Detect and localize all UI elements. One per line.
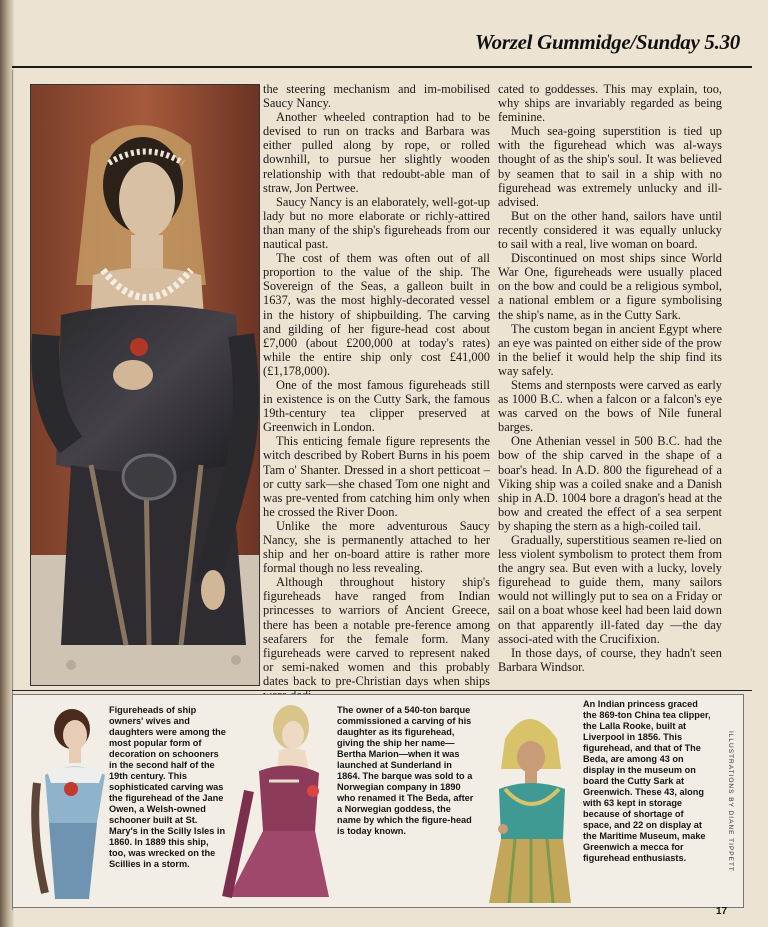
page-number: 17 [716, 906, 728, 917]
article-paragraph: Although throughout history ship's figureheads have ranged from Indian princesses to warriors of Ancient Greece, there has been a notable pre-ference among seafarers for the female form. Many figureheads were carved to represent naked or semi-naked women and this probably dates back to pre-Christian days when ships [263, 575, 490, 688]
lalla-rooke-figurehead-illustration [479, 699, 579, 903]
jane-owen-caption: Figureheads of ship owners' wives and daughters were among the most popular form of decoration on schooners in the second half of the 19th century. This sophisticated carving was the figurehead of the Jane Owen, a Welsh-owned schooner built at St. Mary's in the Scilly Isles in 1860. In 1889 this ship, too, was wrecked on the Scillies in a storm. [109, 705, 226, 869]
lalla-rooke-caption: An Indian princess graced the 869-ton China tea clipper, the Lalla Rooke, built at Liverpool in 1856. This figurehead, and that of The Beda, are among 43 on display in the museum on board the Cutty Sark at Greenwich. These 43, along with 63 kept in storage because of shortage of space, and 22 on display at the Maritime Museum, make Greenwich a mecca for figurehead enthusiasts. [583, 699, 711, 863]
page-header: Worzel Gummidge/Sunday 5.30 [474, 30, 740, 54]
header-rule [12, 66, 752, 68]
article-paragraph: The cost of them was often out of all proportion to the value of the ship. The Sovereign of the Seas, a galleon built in 1637, was the most highly-decorated vessel in the history of shipbuilding. The carving and gilding of her figure-head cost about £7,000 (about £200,000 at today's rates) while the entire ship only cost £41,000 (£1,178,000). [263, 251, 490, 378]
article-paragraph: This enticing female figure represents the witch described by Robert Burns in his poem Tam o' Shanter. Dressed in a short petticoat –or cutty sark—she chased Tom one night and was pre-vented from catching him only when he crossed the River Doon. [263, 434, 490, 519]
cutty-sark-figurehead-photo [30, 84, 260, 686]
article-paragraph: Saucy Nancy is an elaborately, well-got-up lady but no more elaborate or richly-attired than many of the ship's figureheads from our nautical past. [263, 194, 490, 252]
article-paragraph: But on the other hand, sailors have until recently considered it was equally unlucky to sail with a real, live woman on board. [498, 208, 722, 252]
article-column-2 [498, 82, 722, 674]
the-beda-figurehead-illustration [219, 701, 331, 901]
illustration-credit: ILLUSTRATIONS BY DIANE TIPPETT [727, 731, 734, 872]
jane-owen-figurehead-illustration [27, 703, 107, 899]
article-paragraph: cated to goddesses. This may explain, too, why ships are invariably regarded as being feminine. [498, 82, 722, 125]
article-paragraph: Much sea-going superstition is tied up with the figurehead which was al-ways thought of as the ship's soul. It was believed by seamen that to sail in a ship with no figurehead was extremely unlucky and ill-advised. [498, 124, 722, 209]
article-paragraph: Another wheeled contraption had to be devised to run on tracks and Barbara was either pulled along by rope, or rolled downhill, to pursue her slightly wooden relationship with that redoubt-able man of straw, Jon Pertwee. [263, 110, 490, 195]
article-paragraph: Gradually, superstitious seamen re-lied on less violent symbolism to protect them from the angry sea. But even with a lucky, lovely figurehead to guide them, many sailors would not willingly put to sea on a Friday or sail on a boat whose keel had been laid down on that apparently ill-fated day —the day associ-ated with the Crucifixion. [498, 533, 722, 646]
article-paragraph: One Athenian vessel in 500 B.C. had the bow of the ship carved in the shape of a boar's head. In A.D. 800 the figurehead of a Viking ship was a coiled snake and a Danish ship in A.D. 1004 bore a dragon's head at the bow and created the effect of a sea serpent by shaping the stern as a high-coiled tail. [498, 434, 722, 533]
figurehead-illustration-panel [12, 694, 744, 908]
article-column-1 [263, 82, 490, 702]
article-paragraph: The custom began in ancient Egypt where an eye was painted on either side of the prow in the belief it would help the ship find its way safely. [498, 321, 722, 378]
article-paragraph: Unlike the more adventurous Saucy Nancy, she is permanently attached to her ship and her on-board attire is rather more formal though no less revealing. [263, 518, 490, 576]
section-rule [12, 690, 752, 691]
the-beda-caption: The owner of a 540-ton barque commissioned a carving of his daughter as its figurehead, giving the ship her name—Bertha Marion—when it was launched at Sunderland in 1864. The barque was sold to a Norwegian company in 1890 who renamed it The Beda, after a Norwegian goddess, the name by which the figure-head is today known. [337, 705, 474, 836]
article-paragraph: Stems and sternposts were carved as early as 1000 B.C. when a falcon or a falcon's eye was carved on the bows of Nile funeral barges. [498, 377, 722, 435]
article-paragraph: One of the most famous figureheads still in existence is on the Cutty Sark, the famous 19th-century tea clipper preserved at Greenwich in London. [263, 377, 490, 435]
article-paragraph: Discontinued on most ships since World War One, figureheads were usually placed on the bow and could be a religious symbol, a national emblem or a figure symbolising the ship's name, as in the Cutty Sark. [498, 251, 722, 322]
article-paragraph: In those days, of course, they hadn't seen Barbara Windsor. [498, 645, 722, 674]
article-paragraph: the steering mechanism and im-mobilised Saucy Nancy. [263, 82, 490, 111]
